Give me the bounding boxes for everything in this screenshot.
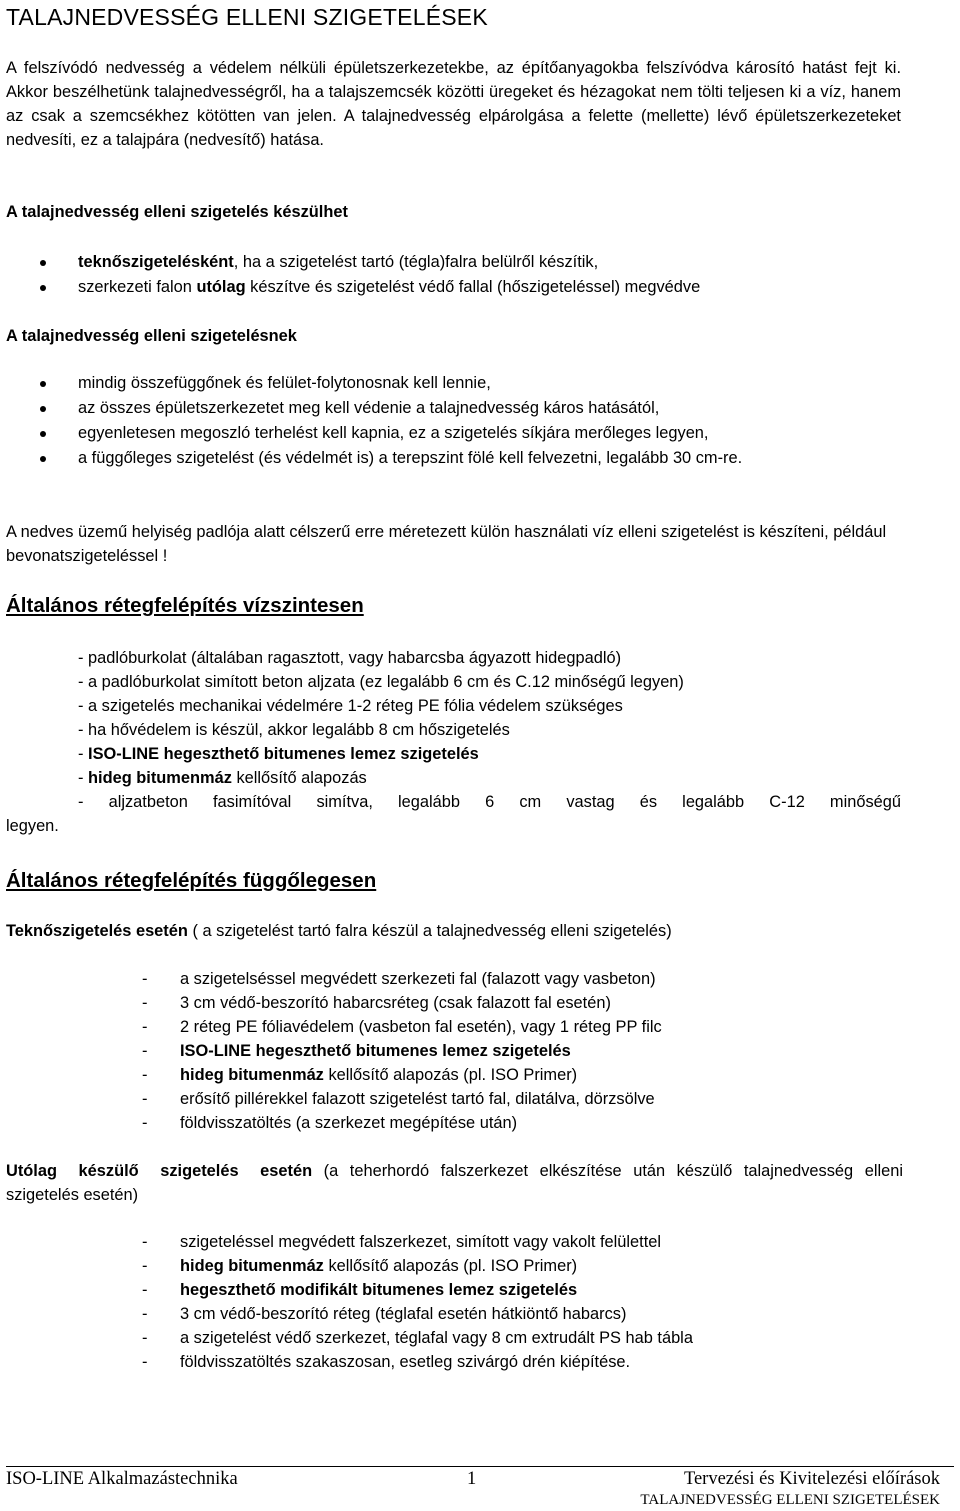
- bullet-icon: [40, 381, 46, 387]
- item-text: kellősítő alapozás: [231, 769, 367, 787]
- layer-item: [180, 1063, 577, 1087]
- dash-marker: -: [142, 1018, 148, 1036]
- layer-item: [180, 967, 656, 991]
- section2-heading: A talajnedvesség elleni szigetelésnek: [6, 327, 297, 345]
- dash-marker: -: [142, 1329, 148, 1347]
- term-bold: hideg bitumenmáz: [88, 769, 232, 787]
- item-text: a szigetelséssel megvédett szerkezeti fal (falazott vagy vasbeton): [180, 970, 656, 988]
- bullet-icon: [40, 260, 46, 266]
- term-bold: teknőszigetelésként: [78, 253, 234, 271]
- page-title: TALAJNEDVESSÉG ELLENI SZIGETELÉSEK: [6, 4, 488, 30]
- horizontal-heading: Általános rétegfelépítés vízszintesen: [6, 594, 364, 617]
- bullet-icon: [40, 456, 46, 462]
- term-bold: ISO-LINE hegeszthető bitumenes lemez szigetelés: [88, 745, 479, 763]
- layer-item: [78, 766, 367, 790]
- dash-marker: -: [142, 970, 148, 988]
- term-bold: Teknőszigetelés esetén: [6, 922, 188, 940]
- layer-item: [180, 1326, 693, 1350]
- item-text: 2 réteg PE fóliavédelem (vasbeton fal esetén), vagy 1 réteg PP filc: [180, 1018, 662, 1036]
- layer-item: - a szigetelés mechanikai védelmére 1-2 réteg PE fólia védelem szükséges: [78, 697, 623, 715]
- item-text: földvisszatöltés (a szerkezet megépítése után): [180, 1114, 518, 1132]
- item-text: ( a szigetelést tartó falra készül a talajnedvesség elleni szigetelés): [187, 922, 672, 940]
- trough-intro: [6, 919, 672, 943]
- page-number: 1: [467, 1469, 477, 1489]
- list-item: a függőleges szigetelést (és védelmét is) a terepszint fölé kell felvezetni, legalább 30 cm-re.: [78, 449, 743, 467]
- list-item: [78, 250, 598, 274]
- item-text: -: [78, 769, 89, 787]
- section1-heading: A talajnedvesség elleni szigetelés készülhet: [6, 203, 348, 221]
- footer-divider: [6, 1466, 954, 1467]
- vertical-heading: Általános rétegfelépítés függőlegesen: [6, 869, 377, 892]
- item-text: szigeteléssel megvédett falszerkezet, simított vagy vakolt felülettel: [180, 1233, 662, 1251]
- item-text: szerkezeti falon: [78, 278, 197, 296]
- footer-right: Tervezési és Kivitelezési előírások: [683, 1469, 940, 1489]
- item-text: (a teherhordó falszerkezet elkészítése után készülő talajnedvesség elleni szigetelés esetén): [6, 1162, 903, 1204]
- list-item: egyenletesen megoszló terhelést kell kapnia, ez a szigetelés síkjára merőleges legyen,: [78, 424, 709, 442]
- layer-item: - ha hővédelem is készül, akkor legalább 8 cm hőszigetelés: [78, 721, 510, 739]
- bullet-icon: [40, 431, 46, 437]
- layer-item: [180, 1230, 661, 1254]
- layer-item: [180, 1278, 577, 1302]
- dash-marker: -: [142, 1353, 148, 1371]
- layer-item: - a padlóburkolat simított beton aljzata (ez legalább 6 cm és C.12 minőségű legyen): [78, 673, 684, 691]
- footer-left: ISO-LINE Alkalmazástechnika: [6, 1469, 238, 1489]
- list-item: az összes épületszerkezetet meg kell védenie a talajnedvesség káros hatásától,: [78, 399, 660, 417]
- item-text: 3 cm védő-beszorító habarcsréteg (csak falazott fal esetén): [180, 994, 611, 1012]
- dash-marker: -: [142, 1257, 148, 1275]
- bullet-icon: [40, 285, 46, 291]
- layer-item: [180, 1015, 662, 1039]
- term-bold: Utólag készülő szigetelés esetén: [6, 1162, 313, 1180]
- dash-marker: -: [142, 1042, 148, 1060]
- dash-marker: -: [142, 994, 148, 1012]
- layer-item: [180, 1087, 655, 1111]
- item-text: készítve és szigetelést védő fallal (hőszigeteléssel) megvédve: [245, 278, 701, 296]
- item-text: kellősítő alapozás (pl. ISO Primer): [323, 1066, 578, 1084]
- layer-item-continuation: legyen.: [6, 817, 59, 835]
- term-bold: utólag: [196, 278, 246, 296]
- dash-marker: -: [142, 1233, 148, 1251]
- layer-item: [180, 1350, 630, 1374]
- item-text: -: [78, 745, 89, 763]
- term-bold: hegeszthető modifikált bitumenes lemez szigetelés: [180, 1281, 578, 1299]
- list-item: [78, 275, 700, 299]
- layer-item: - padlóburkolat (általában ragasztott, vagy habarcsba ágyazott hidegpadló): [78, 649, 622, 667]
- item-text: a szigetelést védő szerkezet, téglafal vagy 8 cm extrudált PS hab tábla: [180, 1329, 693, 1347]
- dash-marker: -: [142, 1090, 148, 1108]
- item-text: , ha a szigetelést tartó (tégla)falra belülről készítik,: [233, 253, 599, 271]
- layer-item: [180, 1302, 626, 1326]
- item-text: erősítő pillérekkel falazott szigetelést tartó fal, dilatálva, dörzsölve: [180, 1090, 655, 1108]
- layer-item: - aljzatbeton fasimítóval simítva, legalább 6 cm vastag és legalább C-12 minőségű: [78, 793, 901, 811]
- item-text: 3 cm védő-beszorító réteg (téglafal esetén hátkiöntő habarcs): [180, 1305, 627, 1323]
- term-bold: ISO-LINE hegeszthető bitumenes lemez szigetelés: [180, 1042, 571, 1060]
- list-item: mindig összefüggőnek és felület-folytonosnak kell lennie,: [78, 374, 491, 392]
- layer-item: [180, 1111, 517, 1135]
- term-bold: hideg bitumenmáz: [180, 1066, 324, 1084]
- dash-marker: -: [142, 1114, 148, 1132]
- post-intro: [6, 1159, 903, 1207]
- bullet-icon: [40, 406, 46, 412]
- layer-item: [180, 1254, 577, 1278]
- layer-item: [180, 991, 611, 1015]
- term-bold: hideg bitumenmáz: [180, 1257, 324, 1275]
- layer-item: [180, 1039, 571, 1063]
- item-text: kellősítő alapozás (pl. ISO Primer): [323, 1257, 578, 1275]
- item-text: földvisszatöltés szakaszosan, esetleg szivárgó drén kiépítése.: [180, 1353, 631, 1371]
- dash-marker: -: [142, 1305, 148, 1323]
- footer-right-sub: TALAJNEDVESSÉG ELLENI SZIGETELÉSEK: [640, 1492, 940, 1508]
- dash-marker: -: [142, 1281, 148, 1299]
- wet-room-note: A nedves üzemű helyiség padlója alatt célszerű erre méretezett külön használati víz elleni szigetelést is készíteni, például bevonatszigeteléssel !: [6, 523, 887, 565]
- intro-paragraph: A felszívódó nedvesség a védelem nélküli épületszerkezetekbe, az építőanyagokba felszívódva károsító hatást fejt ki. Akkor beszélhetünk talajnedvességről, ha a talajszemcsék közötti üregeket és hézagokat nem tölti teljesen ki a víz, hanem az csak a szemcsékhez kötötten van jelen. A talajnedvesség elpárolgása a felette (mellette) lévő épületszerkezeteket nedvesíti, ez a talajpára (nedvesítő) hatása.: [6, 59, 901, 149]
- dash-marker: -: [142, 1066, 148, 1084]
- layer-item: [78, 742, 479, 766]
